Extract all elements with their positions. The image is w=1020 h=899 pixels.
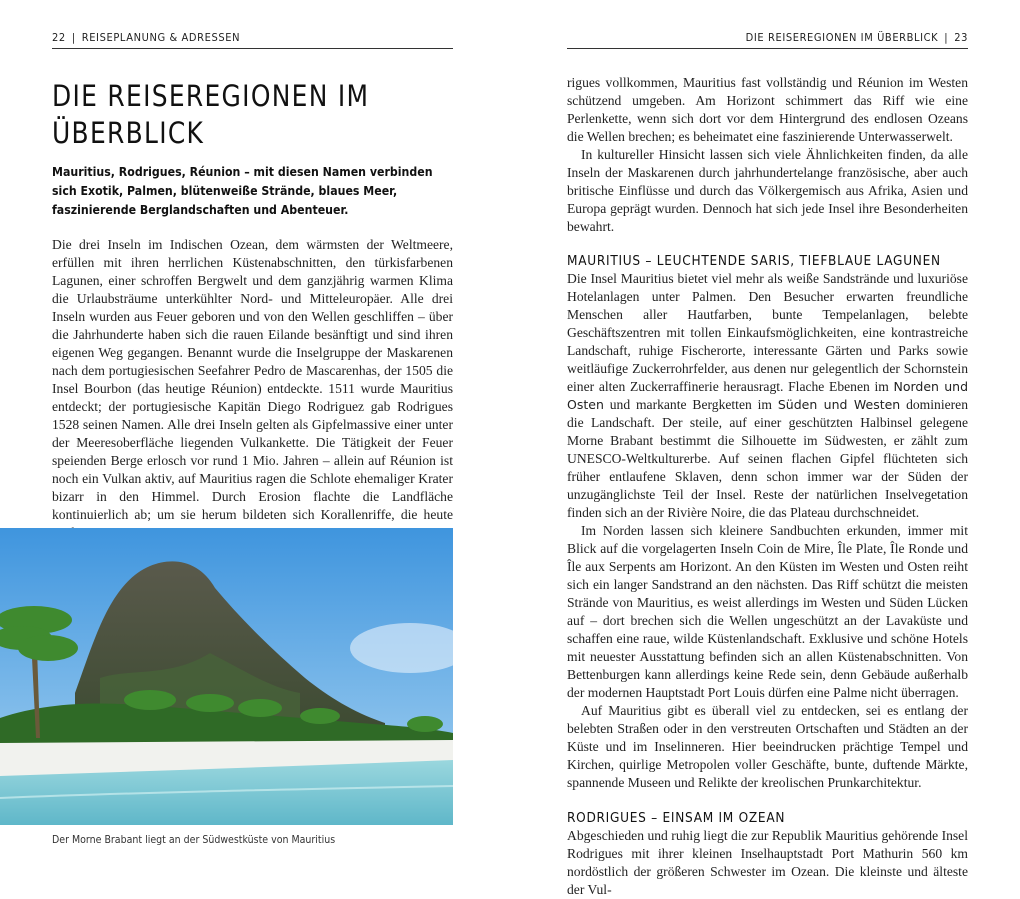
chapter-title-line1: DIE REISEREGIONEN IM — [52, 79, 370, 113]
chapter-title-line2: ÜBERBLICK — [52, 116, 205, 150]
paragraph-rodrigues: Abgeschieden und ruhig liegt die zur Republik Mauritius gehörende Insel Rodrigues mit ihrer kleinen Inselhauptstadt Port Mathurin 560 km nordöstlich der größeren Schwester im Ozean. Die kleinste und älteste der Vul- — [567, 828, 968, 897]
page-number-left: 22 — [52, 31, 66, 44]
highlight-north-east: Norden und Osten — [567, 379, 968, 412]
subhead-rodrigues: RODRIGUES – EINSAM IM OZEAN — [567, 810, 786, 826]
paragraph-reefs: rigues vollkommen, Mauritius fast vollständig und Réunion im Westen schützend umgeben. Am Horizont schimmert das Riff wie eine Perlenkette, wenn sich dort vor dem Hintergrund des endlosen Ozeans die Wellen brechen; es beheimatet eine faszinierende Unterwasserwelt. — [567, 75, 968, 144]
running-head-left: 22 | REISEPLANUNG & ADRESSEN — [52, 30, 453, 49]
paragraph-discover: Auf Mauritius gibt es überall viel zu entdecken, sei es entlang der belebten Straßen oder in den verstreuten Ortschaften und Städten an der Küste und im Inselinneren. Hier beeindrucken prächtige Tempel und Kirchen, quirlige Metropolen voller Geschäfte, bunte, duftende Märkte, spannende Museen und Relikte der kreolischen Prunkarchitektur. — [567, 703, 968, 790]
highlight-south-west: Süden und Westen — [777, 397, 901, 412]
landscape-photo-icon — [0, 528, 453, 825]
chapter-title — [52, 78, 456, 152]
paragraph-north: Im Norden lassen sich kleinere Sandbuchten erkunden, immer mit Blick auf die vorgelagerten Inseln Coin de Mire, Île Plate, Île Ronde und Île aux Serpents am Horizont. An den Küsten im Westen und Osten reiht sich ein langer Sandstrand an den nächsten. Das Riff schützt die meisten Strände von Mauritius, es weist allerdings im Westen und Süden Lücken auf – dort brechen sich die Wellen ungeschützt an der Lavaküste und schaffen eine raue, wilde Küstenlandschaft. Exklusive und schöne Hotels mit neuester Ausstattung befinden sich an allen Küstenabschnitten. Von Bettenburgen kann allerdings keine Rede sein, denn Gebäude außerhalb der modernen Hauptstadt Port Louis dürfen eine Palme nicht überragen. — [567, 523, 968, 700]
intro-paragraph: Die drei Inseln im Indischen Ozean, dem wärmsten der Weltmeere, erfüllen mit ihren herrlichen Küstenabschnitten, den türkisfarbenen Lagunen, einer schroffen Bergwelt und dem ganzjährig warmen Klima die Urlaubsträume unterkühlter Nord- und Mitteleuropäer. Alle drei Inseln wurden aus Feuer geboren und von den Wellen geschliffen – über die Jahrhunderte haben sich die rauen Eilande besänftigt und sind ihren eigenen Weg gegangen. Benannt wurde die Inselgruppe der Maskarenen nach dem portugiesischen Seefahrer Pedro de Mascarenhas, der 1505 die Insel Bourbon (das heutige Réunion) entdeckte. 1511 wurde Mauritius entdeckt; der portugiesische Kapitän Diego Rodriguez gab Rodrigues 1528 seinen Namen. Alle drei Inseln gelten als Gipfelmassive einer unter der Meeresoberfläche liegenden Vulkankette. Die Tätigkeit der Feuer speienden Berge erlosch vor rund 1 Mio. Jahren – allein auf Réunion ist noch ein Vulkan aktiv, auf Mauritius ragen die Schlote ehemaliger Krater bizarr in den Himmel. Durch Erosion flachte die Landfläche kontinuierlich ab; um sie herum bildeten sich Korallenriffe, die heute — [52, 237, 453, 522]
photo-caption: Der Morne Brabant liegt an der Südwestküste von Mauritius — [52, 834, 336, 846]
right-page — [510, 0, 1020, 898]
lead-paragraph: Mauritius, Rodrigues, Réunion – mit diesen Namen verbinden sich Exotik, Palmen, blütenweiße Strände, blaues Meer, faszinierende Berglandschaften und Abenteuer. — [52, 164, 433, 217]
running-head-right: DIE REISEREGIONEN IM ÜBERBLICK | 23 — [567, 30, 968, 49]
paragraph-mauritius: Die Insel Mauritius bietet viel mehr als weiße Sandstrände und luxuriöse Hotelanlagen unter Palmen. Den Besucher erwarten freundliche Menschen aller Hautfarben, bunte Tempelanlagen, belebte Geschäftszentren mit tollen Einkaufsmöglichkeiten, eine kontrastreiche Landschaft, ruhige Fischerorte, interessante Gärten und Parks sowie weitläufige Zuckerrohrfelder, aus denen nur gelegentlich der Schornstein einer alten Zuckerraffinerie herausragt. Flache Ebenen im Norden und Osten und markante Bergketten im Süden und Westen dominieren die Landschaft. Der steile, auf einer geschützten Halbinsel gelegene Morne Brabant bestimmt die Silhouette im Südwesten, er zählt zum UNESCO-Weltkulturerbe. Auf seinen flachen Gipfel flüchteten sich früher entlaufene Sklaven, denn schon immer war der Süden der unzugänglichste Teil der Insel. Reste der natürlichen Inselvegetation finden sich an der Rivière Noire, die das Plateau durchschneidet. — [567, 271, 968, 520]
right-body-column — [567, 74, 968, 899]
left-body-column — [52, 236, 453, 542]
paragraph-culture: In kultureller Hinsicht lassen sich viele Ähnlichkeiten finden, da alle Inseln der Maskarenen durch jahrhundertelange französische, aber auch britische Einflüsse und durch das Völkergemisch aus Afrika, Asien und Europa geprägt wurden. Dennoch hat sich jede Insel ihre Besonderheiten bewahrt. — [567, 147, 968, 234]
subhead-mauritius: MAURITIUS – LEUCHTENDE SARIS, TIEFBLAUE LAGUNEN — [567, 253, 941, 269]
morne-brabant-photo — [0, 528, 453, 825]
running-head-left-text: REISEPLANUNG & ADRESSEN — [81, 31, 241, 44]
running-head-right-text: DIE REISEREGIONEN IM ÜBERBLICK — [745, 31, 939, 44]
page-number-right: 23 — [954, 31, 968, 44]
